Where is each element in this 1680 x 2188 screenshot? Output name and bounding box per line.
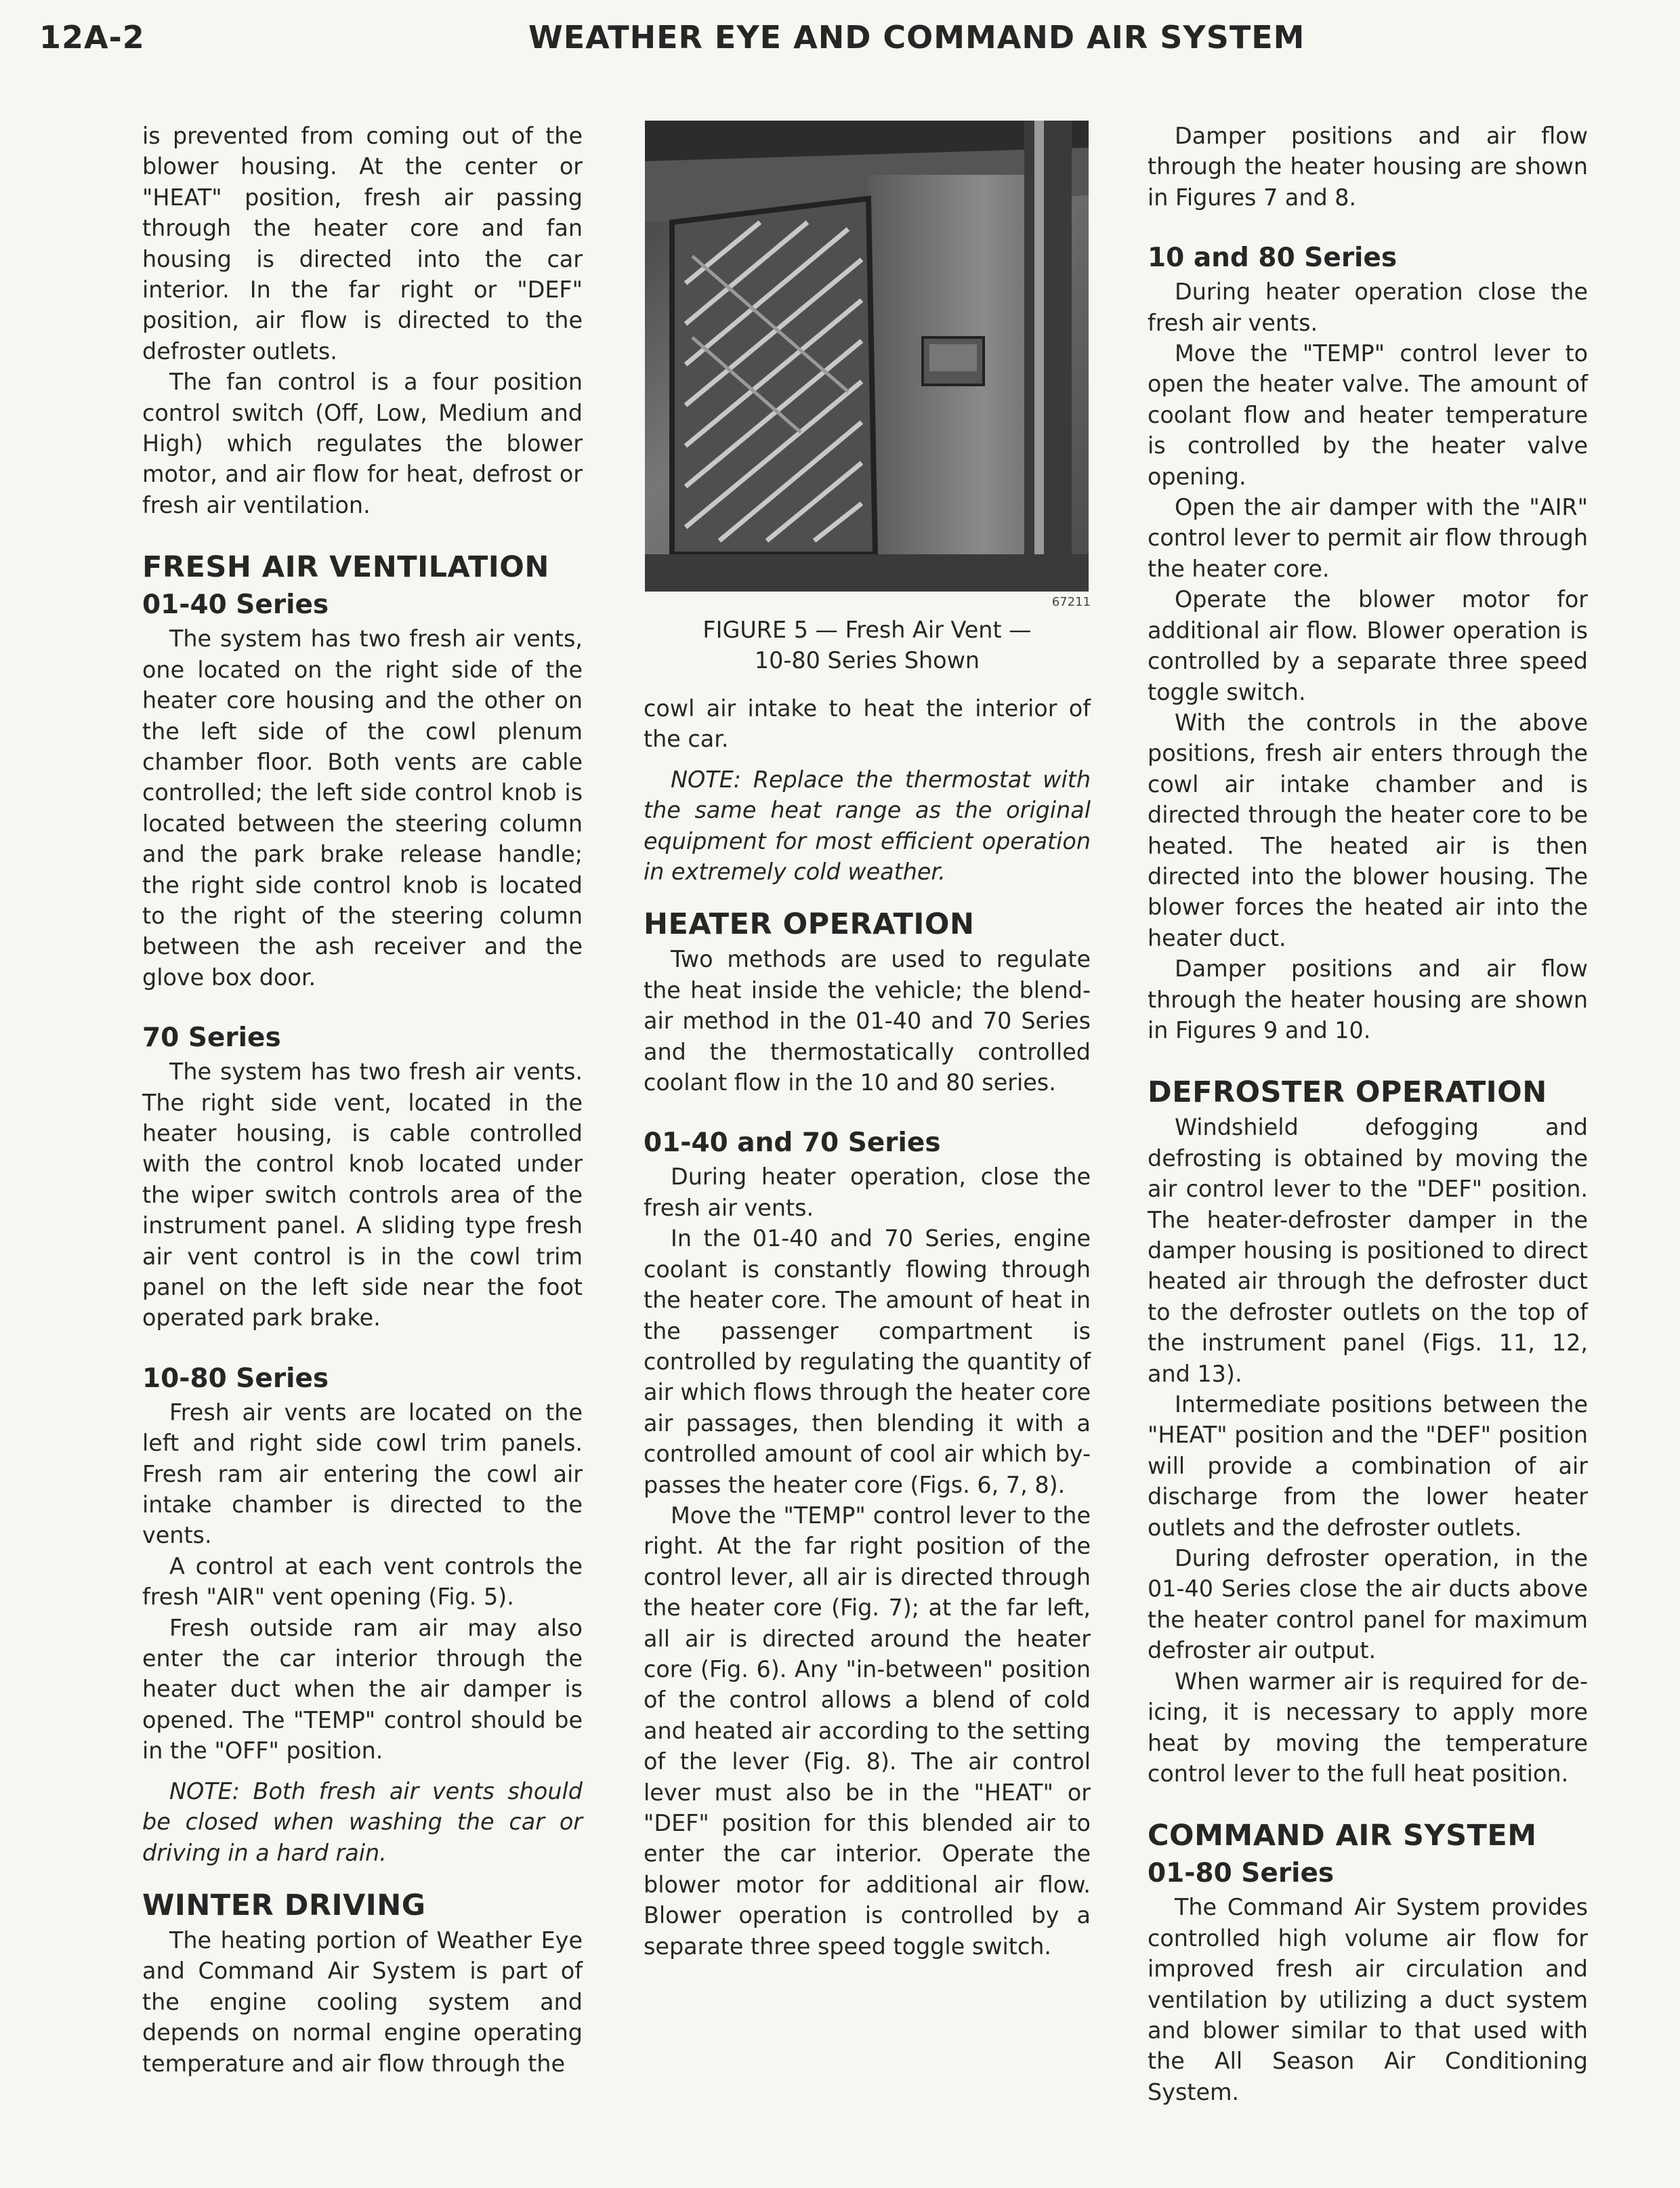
column-middle: [644, 121, 1091, 1962]
column-left: [142, 121, 583, 2079]
subheading-70-series: 70 Series: [142, 1023, 281, 1054]
figure-caption: [644, 615, 1091, 676]
paragraph: With the controls in the above positions, fresh air enters through the cowl air intake chamber and is directed through the heater core to be heated. The heated air is then directed into the blower housing. The blower forces the heated air into the heater duct.: [1148, 709, 1588, 951]
subheading-10-and-80-series: 10 and 80 Series: [1148, 243, 1398, 274]
page-number: 12A-2: [39, 19, 145, 56]
section-heading-defroster-operation: DEFROSTER OPERATION: [1148, 1075, 1547, 1110]
paragraph: During heater operation close the fresh air vents.: [1148, 278, 1588, 336]
figure-5-photo: [645, 121, 1089, 592]
note: NOTE: Replace the thermostat with the same heat range as the original equipment for most efficient operation in extremely cold weather.: [644, 766, 1091, 886]
paragraph: Open the air damper with the "AIR" control lever to permit air flow through the heater core.: [1148, 494, 1589, 582]
paragraph: The heating portion of Weather Eye and Command Air System is part of the engine cooling system and depends on normal engine operating temperature and air flow through the: [142, 1926, 583, 2077]
paragraph: cowl air intake to heat the interior of the car.: [644, 695, 1091, 753]
paragraph: Damper positions and air flow through the heater housing are shown in Figures 9 and 10.: [1148, 955, 1588, 1044]
paragraph: When warmer air is required for de-icing, it is necessary to apply more heat by moving the temperature control lever to the full heat position.: [1148, 1668, 1588, 1787]
paragraph: Move the "TEMP" control lever to open the heater valve. The amount of coolant flow and heater temperature is controlled by the heater valve opening.: [1148, 340, 1588, 490]
caption-line: 10-80 Series Shown: [754, 647, 980, 674]
paragraph: The Command Air System provides controlled high volume air flow for improved fresh air circulation and ventilation by utilizing a duct system and blower similar to that used with the All Season Air Conditioning System.: [1148, 1894, 1588, 2105]
photo-id: 67211: [1051, 595, 1091, 609]
caption-line: FIGURE 5 — Fresh Air Vent —: [702, 617, 1032, 643]
paragraph: Two methods are used to regulate the heat inside the vehicle; the blend-air method in the 01-40 and 70 Series and the thermostatically controlled coolant flow in the 10 and 80 series.: [644, 946, 1091, 1096]
paragraph: A control at each vent controls the fresh "AIR" vent opening (Fig. 5).: [142, 1552, 583, 1611]
paragraph: The fan control is a four position control switch (Off, Low, Medium and High) which regulates the blower motor, and air flow for heat, defrost or fresh air ventilation.: [142, 369, 583, 518]
running-title: WEATHER EYE AND COMMAND AIR SYSTEM: [528, 19, 1305, 56]
section-heading-heater-operation: HEATER OPERATION: [644, 907, 975, 942]
paragraph: During defroster operation, in the 01-40 Series close the air ducts above the heater control panel for maximum defroster air output.: [1148, 1545, 1588, 1664]
section-heading-fresh-air-ventilation: FRESH AIR VENTILATION: [142, 550, 549, 585]
paragraph: Move the "TEMP" control lever to the right. At the far right position of the control lever, all air is directed through the heater core (Fig. 7); at the far left, all air is directed around the heater core (Fig. 6). Any "in-between" position of the control allows a blend of cold and heated air according to the setting of the lever (Fig. 8). The air control lever must also be in the "HEAT" or "DEF" position for this blended air to enter the car interior. Operate the blower motor for additional air flow. Blower operation is controlled by a separate three speed toggle switch.: [644, 1502, 1091, 1960]
section-heading-winter-driving: WINTER DRIVING: [142, 1888, 426, 1922]
paragraph: Fresh air vents are located on the left and right side cowl trim panels. Fresh ram air entering the cowl air intake chamber is directed to the vents.: [142, 1399, 583, 1549]
subheading-01-40-series: 01-40 Series: [142, 590, 329, 621]
subheading-10-80-series: 10-80 Series: [142, 1363, 329, 1394]
subheading-01-80-series: 01-80 Series: [1148, 1858, 1335, 1889]
note: NOTE: Both fresh air vents should be closed when washing the car or driving in a hard rain.: [142, 1777, 583, 1866]
paragraph: is prevented from coming out of the blower housing. At the center or "HEAT" position, fresh air passing through the heater core and fan housing is directed into the car interior. In the far right or "DEF" position, air flow is directed to the defroster outlets.: [142, 123, 583, 365]
subheading-01-40-and-70-series: 01-40 and 70 Series: [644, 1128, 941, 1159]
paragraph: The system has two fresh air vents. The right side vent, located in the heater housing, is cable controlled with the control knob located under the wiper switch controls area of the instrument panel. A sliding type fresh air vent control is in the cowl trim panel on the left side near the foot operated park brake.: [142, 1058, 583, 1332]
paragraph: The system has two fresh air vents, one located on the right side of the heater core housing and the other on the left side of the cowl plenum chamber floor. Both vents are cable controlled; the left side control knob is located between the steering column and the park brake release handle; the right side control knob is located to the right of the steering column between the ash receiver and the glove box door.: [142, 625, 583, 991]
column-right: [1148, 121, 1588, 2107]
fresh-air-vent-photo: [645, 121, 1089, 592]
paragraph: In the 01-40 and 70 Series, engine coolant is constantly flowing through the heater core. The amount of heat in the passenger compartment is controlled by regulating the quantity of air which flows through the heater core air passages, then blending it with a controlled amount of cool air which by-passes the heater core (Figs. 6, 7, 8).: [644, 1225, 1091, 1498]
paragraph: Fresh outside ram air may also enter the car interior through the heater duct when the air damper is opened. The "TEMP" control should be in the "OFF" position.: [142, 1614, 583, 1764]
section-heading-command-air-system: COMMAND AIR SYSTEM: [1148, 1819, 1537, 1853]
paragraph: During heater operation, close the fresh air vents.: [644, 1163, 1091, 1221]
paragraph: Operate the blower motor for additional air flow. Blower operation is controlled by a separate three speed toggle switch.: [1148, 586, 1588, 705]
paragraph: Intermediate positions between the "HEAT" position and the "DEF" position will provide a combination of air discharge from the lower heater outlets and the defroster outlets.: [1148, 1391, 1588, 1541]
paragraph: Damper positions and air flow through the heater housing are shown in Figures 7 and 8.: [1148, 123, 1588, 211]
paragraph: Windshield defogging and defrosting is obtained by moving the air control lever to the "DEF" position. The heater-defroster damper in the damper housing is positioned to direct heated air through the defroster duct to the defroster outlets on the top of the instrument panel (Figs. 11, 12, and 13).: [1148, 1114, 1588, 1387]
